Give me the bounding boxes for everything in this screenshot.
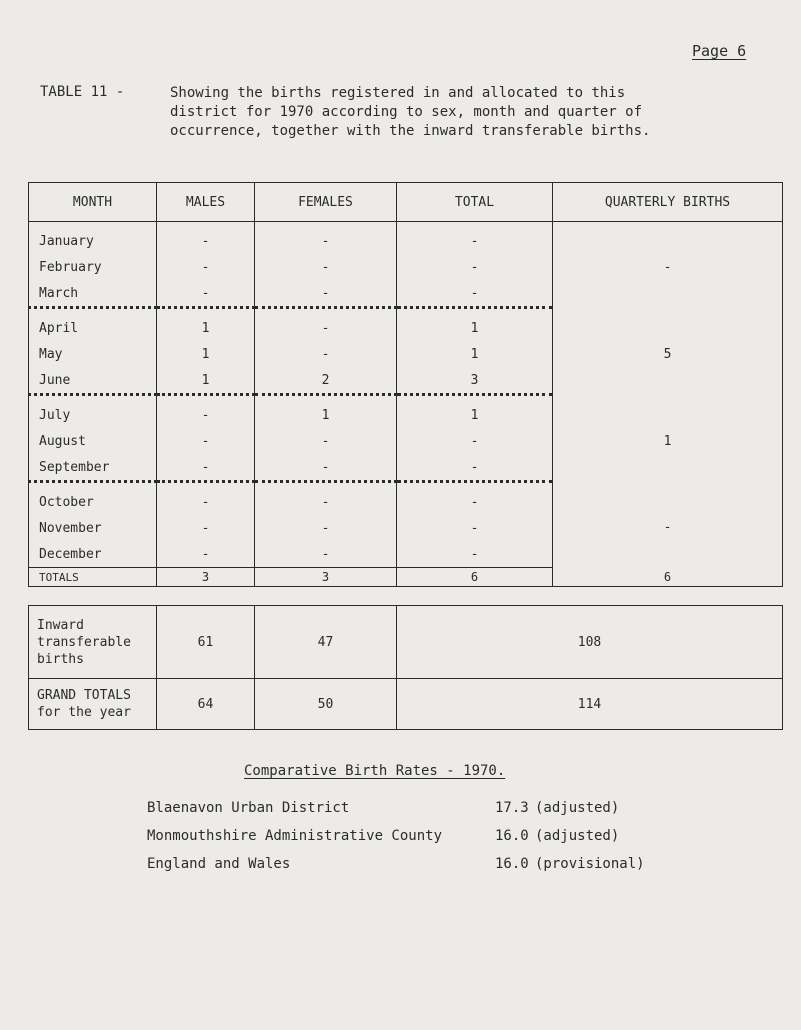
total-cell: - xyxy=(397,428,553,454)
total-cell: - xyxy=(397,254,553,280)
rate-value: 16.0 xyxy=(495,828,529,844)
month-cell: March xyxy=(29,280,157,308)
females-cell: - xyxy=(255,222,397,255)
rate-note: (adjusted) xyxy=(535,800,620,816)
month-cell: May xyxy=(29,341,157,367)
inward-row xyxy=(29,606,783,679)
males-cell: - xyxy=(157,280,255,308)
grand-total: 114 xyxy=(397,679,783,730)
males-cell: - xyxy=(157,515,255,541)
rate-note: (adjusted) xyxy=(535,828,620,844)
births-table xyxy=(28,182,783,730)
totals-label: TOTALS xyxy=(29,568,157,587)
females-cell: - xyxy=(255,515,397,541)
grand-females: 50 xyxy=(255,679,397,730)
month-cell: April xyxy=(29,308,157,342)
table-header-row xyxy=(29,183,783,222)
rates-title: Comparative Birth Rates - 1970. xyxy=(244,763,506,779)
quarterly-births-cell: 1 xyxy=(553,395,783,482)
females-cell: - xyxy=(255,454,397,482)
total-cell: - xyxy=(397,515,553,541)
table-caption: Showing the births registered in and allocated to this district for 1970 according to sex, month and quarter of occurrence, together with the inward transferable births. xyxy=(170,85,651,139)
females-cell: - xyxy=(255,308,397,342)
table-row xyxy=(29,308,783,342)
quarterly-births-cell: - xyxy=(553,222,783,308)
table-row xyxy=(29,222,783,255)
total-cell: - xyxy=(397,541,553,568)
males-cell: - xyxy=(157,395,255,429)
table-row xyxy=(29,395,783,429)
females-cell: - xyxy=(255,341,397,367)
females-cell: - xyxy=(255,482,397,516)
month-cell: July xyxy=(29,395,157,429)
females-cell: 1 xyxy=(255,395,397,429)
page-number: Page 6 xyxy=(692,42,747,60)
total-cell: 3 xyxy=(397,367,553,395)
totals-quarterly: 6 xyxy=(553,568,783,587)
rate-row xyxy=(147,828,685,856)
total-cell: 1 xyxy=(397,341,553,367)
grand-totals-row xyxy=(29,679,783,730)
total-cell: - xyxy=(397,482,553,516)
rates-list xyxy=(147,800,685,884)
males-cell: - xyxy=(157,222,255,255)
month-cell: September xyxy=(29,454,157,482)
males-cell: - xyxy=(157,254,255,280)
males-cell: - xyxy=(157,428,255,454)
males-cell: - xyxy=(157,482,255,516)
totals-row xyxy=(29,568,783,587)
quarterly-births-cell: 5 xyxy=(553,308,783,395)
quarterly-births-cell: - xyxy=(553,482,783,568)
rate-note: (provisional) xyxy=(535,856,645,872)
header-month: MONTH xyxy=(29,183,157,222)
month-cell: January xyxy=(29,222,157,255)
header-quarterly-births: QUARTERLY BIRTHS xyxy=(553,183,783,222)
month-cell: February xyxy=(29,254,157,280)
inward-males: 61 xyxy=(157,606,255,679)
total-cell: 1 xyxy=(397,308,553,342)
inward-females: 47 xyxy=(255,606,397,679)
month-cell: October xyxy=(29,482,157,516)
inward-label: Inward transferable births xyxy=(29,606,157,679)
total-cell: - xyxy=(397,222,553,255)
grand-totals-label: GRAND TOTALS for the year xyxy=(29,679,157,730)
females-cell: - xyxy=(255,428,397,454)
totals-total: 6 xyxy=(397,568,553,587)
month-cell: December xyxy=(29,541,157,568)
females-cell: 2 xyxy=(255,367,397,395)
header-females: FEMALES xyxy=(255,183,397,222)
total-cell: 1 xyxy=(397,395,553,429)
total-cell: - xyxy=(397,454,553,482)
males-cell: 1 xyxy=(157,341,255,367)
females-cell: - xyxy=(255,254,397,280)
table-spacer xyxy=(29,587,783,606)
total-cell: - xyxy=(397,280,553,308)
grand-males: 64 xyxy=(157,679,255,730)
rate-area: Blaenavon Urban District xyxy=(147,800,350,816)
header-total: TOTAL xyxy=(397,183,553,222)
rate-row xyxy=(147,856,685,884)
table-row xyxy=(29,482,783,516)
rate-row xyxy=(147,800,685,828)
month-cell: November xyxy=(29,515,157,541)
rate-area: Monmouthshire Administrative County xyxy=(147,828,443,844)
month-cell: June xyxy=(29,367,157,395)
rate-value: 17.3 xyxy=(495,800,529,816)
males-cell: 1 xyxy=(157,367,255,395)
totals-females: 3 xyxy=(255,568,397,587)
table-label: TABLE 11 - xyxy=(40,84,125,100)
males-cell: 1 xyxy=(157,308,255,342)
rate-area: England and Wales xyxy=(147,856,291,872)
males-cell: - xyxy=(157,454,255,482)
males-cell: - xyxy=(157,541,255,568)
header-males: MALES xyxy=(157,183,255,222)
females-cell: - xyxy=(255,541,397,568)
inward-total: 108 xyxy=(397,606,783,679)
rate-value: 16.0 xyxy=(495,856,529,872)
month-cell: August xyxy=(29,428,157,454)
females-cell: - xyxy=(255,280,397,308)
totals-males: 3 xyxy=(157,568,255,587)
